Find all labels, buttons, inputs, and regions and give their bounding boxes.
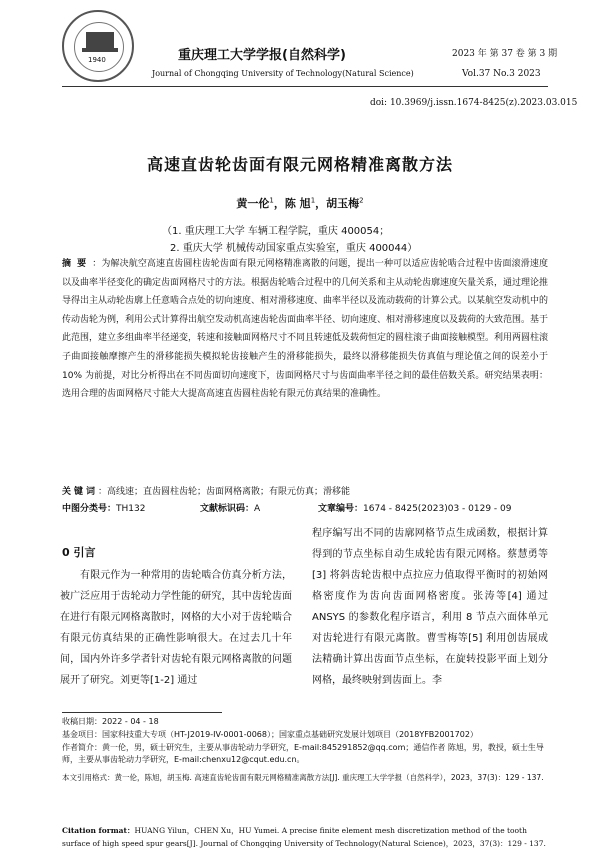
- citation-text: HUANG Yilun，CHEN Xu，HU Yumei. A precise finite element mesh discretization method of the tooth surface of high speed spur gears[J]. Journal of Chongqing University of Technology(Natural Science)，2023，37(3)：129 - 137.: [62, 826, 546, 848]
- footnote-cite-cn: 本文引用格式：黄一伦，陈旭，胡玉梅. 高速直齿轮齿面有限元网格精准离散方法[J]. 重庆理工大学学报（自然科学），2023，37(3)：129 - 137.: [62, 773, 544, 782]
- doi[interactable]: doi: 10.3969/j.issn.1674-8425(z).2023.03.015: [370, 98, 578, 108]
- article-no-value: 1674 - 8425(2023)03 - 0129 - 09: [363, 504, 512, 514]
- footnote-rule: [62, 712, 222, 713]
- footnote-received: 收稿日期：2022 - 04 - 18: [62, 717, 159, 726]
- footnote-bio: 作者简介：黄一伦，男，硕士研究生，主要从事齿轮动力学研究，E-mail:845291852@qq.com；通信作者 陈旭，男，教授，硕士生导师，主要从事齿轮动力学研究，E-mail:chenxu12@cqut.edu.cn。: [62, 743, 544, 764]
- doc-code-label: 文献标识码：: [200, 504, 255, 514]
- logo-base: [82, 48, 118, 52]
- logo-year: 1940: [88, 56, 106, 64]
- section-title: 0 引言: [62, 546, 96, 559]
- author-aff: 2: [359, 196, 364, 205]
- doc-code: [200, 501, 260, 514]
- author-aff: 1: [310, 196, 316, 205]
- university-logo: [62, 10, 134, 82]
- clc-label: 中图分类号：: [62, 504, 117, 514]
- keywords-label: 关键词: [62, 487, 99, 497]
- author-name: 陈 旭: [284, 197, 311, 210]
- paragraph: 程序编写出不同的齿廓网格节点生成函数，根据计算得到的节点坐标自动生成轮齿有限元网格。蔡慧勇等[3] 将斜齿轮齿根中点拉应力值取得平衡时的初始网格密度作为齿向齿面网格密度。张涛等[4] 通过 ANSYS 的参数化程序语言，利用 8 节点六面体单元对齿轮进行有限元离散。曹雪梅等[5] 利用创齿展成法精确计算出齿面节点坐标，在旋转投影平面上划分网格，最终映射到齿面上。李: [312, 528, 548, 686]
- citation-format: [62, 824, 548, 850]
- journal-title-cn: 重庆理工大学学报(自然科学): [178, 48, 346, 63]
- body-column-right: [312, 523, 548, 691]
- paper-title: 高速直齿轮齿面有限元网格精准离散方法: [146, 155, 453, 174]
- affiliation-2: 2. 重庆大学 机械传动国家重点实验室，重庆 400044）: [170, 243, 418, 254]
- article-no-label: 文章编号：: [318, 504, 364, 514]
- doc-code-value: A: [254, 504, 261, 514]
- citation-label: Citation format：: [62, 826, 135, 835]
- issue-info-en: Vol.37 No.3 2023: [462, 69, 541, 79]
- footnote-fund: 基金项目：国家科技重大专项（HT-J2019-IV-0001-0068）；国家重点基础研究发展计划项目（2018YFB2001702）: [62, 730, 478, 739]
- abstract-label: 摘要: [62, 259, 93, 269]
- author-name: 胡玉梅: [326, 197, 360, 210]
- clc-value: TH132: [116, 504, 146, 514]
- affiliation-1: （1. 重庆理工大学 车辆工程学院，重庆 400054；: [162, 226, 390, 237]
- journal-title-en: Journal of Chongqing University of Technology(Natural Science): [152, 69, 414, 78]
- abstract: [62, 255, 548, 404]
- logo-building-icon: [86, 32, 114, 48]
- body-column-left: [60, 565, 292, 691]
- clc-number: [62, 501, 145, 514]
- issue-info-cn: 2023 年 第 37 卷 第 3 期: [452, 49, 558, 59]
- header-rule: [62, 86, 548, 87]
- paragraph: 有限元作为一种常用的齿轮啮合仿真分析方法，被广泛应用于齿轮动力学性能的研究，其中齿轮齿面在进行有限元网格离散时，网格的大小对于齿轮啮合有限元仿真结果的正确性影响很大。在过去几十年间，国内外许多学者针对齿轮有限元网格离散的问题展开了研究。刘更等[1-2] 通过: [60, 570, 292, 686]
- keywords-text: ：高线速；直齿圆柱齿轮；齿面网格离散；有限元仿真；滑移能: [98, 487, 351, 497]
- author-list: 黄一伦$^1$，陈 旭$^1$，胡玉梅$^2$: [236, 196, 364, 210]
- abstract-text: ：为解决航空高速直齿圆柱齿轮齿面有限元网格精准离散的问题，提出一种可以适应齿轮啮合过程中齿面滚滑速度以及曲率半径变化的确定齿面网格尺寸的方法。根据齿轮啮合过程中的几何关系和主从动轮齿廓速度矢量关系，通过理论推导得出主从动轮齿廓上任意啮合点处的切向速度、相对滑移速度、曲率半径以及流动载荷的计算公式。以某航空发动机中的传动齿轮为例，利用公式计算得出航空发动机高速齿轮齿面曲率半径、切向速度、相对滑移速度以及载荷的大致范围。基于此范围，建立多组曲率半径递变，转速和接触面网格尺寸不同且转速低及载荷恒定的圆柱滚子曲面接触模型。利用两圆柱滚子曲面接触摩擦产生的滑移能损失模拟轮齿接触产生的滑移能损失，最终以滑移能损失仿真值与理论值之间的误差小于10% 为前提，对比分析得出在不同齿面切向速度下，齿面网格尺寸与齿面曲率半径之间的最佳倍数关系。研究结果表明：选用合理的齿面网格尺寸能大大提高高速直齿圆柱齿轮有限元仿真结果的准确性。: [62, 259, 549, 400]
- author-aff: 1: [269, 196, 274, 205]
- author-name: 黄一伦: [236, 197, 270, 210]
- article-number: [318, 501, 511, 514]
- keywords: [62, 484, 548, 497]
